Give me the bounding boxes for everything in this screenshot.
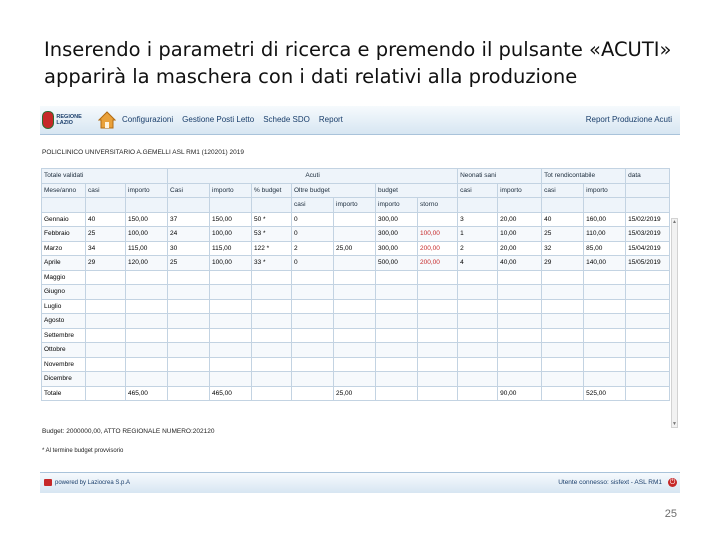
table-cell [210, 357, 252, 372]
table-cell: 33 * [252, 256, 292, 271]
table-cell: 200,00 [418, 256, 458, 271]
budget-info: Budget: 2000000,00, ATTO REGIONALE NUMERO:202120 [42, 428, 215, 435]
header-tot-rendicontabile: Tot rendicontabile [542, 169, 626, 184]
table-cell [126, 343, 168, 358]
table-cell: 25 [542, 227, 584, 242]
table-cell [86, 328, 126, 343]
table-cell [626, 285, 670, 300]
table-cell [376, 299, 418, 314]
table-cell [334, 270, 376, 285]
col-mese-anno[interactable]: Mese/anno [42, 183, 86, 198]
table-cell: 115,00 [126, 241, 168, 256]
table-cell [126, 357, 168, 372]
table-cell [210, 285, 252, 300]
table-cell [252, 372, 292, 387]
table-cell [418, 314, 458, 329]
table-cell [542, 357, 584, 372]
table-cell [418, 372, 458, 387]
table-cell [210, 270, 252, 285]
table-cell: 20,00 [498, 212, 542, 227]
home-icon[interactable] [98, 111, 116, 129]
row-month-cell: Dicembre [42, 372, 86, 387]
table-cell: 85,00 [584, 241, 626, 256]
table-cell [376, 328, 418, 343]
table-row[interactable] [42, 285, 670, 300]
table-cell [418, 212, 458, 227]
row-month-cell: Febbraio [42, 227, 86, 242]
table-cell: 29 [86, 256, 126, 271]
col-budget-importo[interactable]: importo [376, 198, 418, 213]
table-cell [542, 343, 584, 358]
table-row[interactable] [42, 372, 670, 387]
table-cell [292, 285, 334, 300]
table-cell: 100,00 [210, 256, 252, 271]
table-cell: 3 [458, 212, 498, 227]
table-cell: 0 [292, 212, 334, 227]
table-cell [210, 343, 252, 358]
table-cell [626, 314, 670, 329]
table-cell [626, 372, 670, 387]
table-cell: 40 [542, 212, 584, 227]
col-importo[interactable]: importo [126, 183, 168, 198]
totals-cell [376, 386, 418, 401]
table-cell [584, 343, 626, 358]
table-cell [498, 285, 542, 300]
table-cell: 37 [168, 212, 210, 227]
header-neonati-sani: Neonati sani [458, 169, 542, 184]
table-cell [292, 299, 334, 314]
report-title: Report Produzione Acuti [585, 115, 672, 124]
totals-cell: 25,00 [334, 386, 376, 401]
col-data-empty [626, 183, 670, 198]
table-cell [86, 372, 126, 387]
row-month-cell: Novembre [42, 357, 86, 372]
table-cell [252, 285, 292, 300]
table-cell [458, 270, 498, 285]
totals-cell [86, 386, 126, 401]
col-tot-casi[interactable]: casi [542, 183, 584, 198]
table-cell [458, 314, 498, 329]
table-cell: 100,00 [126, 227, 168, 242]
table-cell: 15/05/2019 [626, 256, 670, 271]
budget-note: * Al termine budget provvisorio [42, 448, 124, 454]
row-month-cell: Luglio [42, 299, 86, 314]
hospital-label: POLICLINICO UNIVERSITARIO A.GEMELLI ASL RM1 (120201) 2019 [42, 149, 244, 156]
table-row[interactable] [42, 299, 670, 314]
row-month-cell: Ottobre [42, 343, 86, 358]
table-cell [418, 285, 458, 300]
table-cell: 300,00 [376, 212, 418, 227]
table-cell: 15/03/2019 [626, 227, 670, 242]
table-cell [498, 372, 542, 387]
table-cell: 120,00 [126, 256, 168, 271]
table-cell: 34 [86, 241, 126, 256]
table-cell [86, 299, 126, 314]
table-cell [584, 299, 626, 314]
table-row[interactable] [42, 270, 670, 285]
header-row-columns [42, 183, 670, 198]
table-cell [292, 328, 334, 343]
table-cell [334, 372, 376, 387]
table-cell [626, 328, 670, 343]
table-cell [126, 372, 168, 387]
col-oltre-budget-importo[interactable]: importo [334, 198, 376, 213]
col-oltre-budget[interactable]: Oltre budget [292, 183, 376, 198]
table-cell [542, 270, 584, 285]
totals-cell [458, 386, 498, 401]
table-cell: 53 * [252, 227, 292, 242]
table-cell [376, 343, 418, 358]
table-cell [252, 357, 292, 372]
table-cell [542, 314, 584, 329]
table-cell: 24 [168, 227, 210, 242]
table-cell [334, 328, 376, 343]
table-cell: 29 [542, 256, 584, 271]
table-cell [542, 372, 584, 387]
table-cell: 15/02/2019 [626, 212, 670, 227]
scroll-up-icon[interactable]: ▲ [672, 219, 677, 225]
table-cell [458, 357, 498, 372]
regione-lazio-logo [42, 109, 94, 131]
table-cell [418, 357, 458, 372]
col-percent-budget[interactable]: % budget [252, 183, 292, 198]
table-cell [292, 372, 334, 387]
table-cell: 500,00 [376, 256, 418, 271]
header-data: data [626, 169, 670, 184]
table-row[interactable] [42, 314, 670, 329]
table-cell [458, 299, 498, 314]
table-cell [126, 314, 168, 329]
table-cell: 200,00 [418, 241, 458, 256]
col-oltre-budget-casi[interactable]: casi [292, 198, 334, 213]
table-cell [252, 299, 292, 314]
table-cell [168, 343, 210, 358]
table-cell: 25,00 [334, 241, 376, 256]
table-cell [458, 372, 498, 387]
table-cell: 50 * [252, 212, 292, 227]
row-month-cell: Giugno [42, 285, 86, 300]
table-cell [252, 270, 292, 285]
table-cell [498, 343, 542, 358]
col-budget-storno[interactable]: storno [418, 198, 458, 213]
table-body [42, 212, 670, 401]
report-app-window [40, 106, 680, 496]
main-menu [122, 115, 343, 124]
menu-item-schede-sdo[interactable]: Schede SDO [263, 115, 310, 124]
table-cell [292, 314, 334, 329]
row-month-cell: Maggio [42, 270, 86, 285]
table-cell [292, 343, 334, 358]
table-cell [498, 299, 542, 314]
totals-cell [292, 386, 334, 401]
logo-text: REGIONE LAZIO [56, 114, 82, 126]
table-row[interactable] [42, 212, 670, 227]
totals-row [42, 386, 670, 401]
footer-bar [40, 472, 680, 493]
totals-cell [542, 386, 584, 401]
totals-cell [168, 386, 210, 401]
table-row[interactable] [42, 328, 670, 343]
table-cell [626, 299, 670, 314]
totals-cell: 525,00 [584, 386, 626, 401]
table-cell [626, 343, 670, 358]
table-cell [334, 357, 376, 372]
menu-item-gestione-posti-letto[interactable]: Gestione Posti Letto [182, 115, 255, 124]
table-cell [334, 285, 376, 300]
table-cell [376, 357, 418, 372]
table-cell: 150,00 [126, 212, 168, 227]
table-cell [86, 357, 126, 372]
table-cell [210, 314, 252, 329]
table-cell: 110,00 [584, 227, 626, 242]
totals-cell: 465,00 [126, 386, 168, 401]
table-cell [542, 299, 584, 314]
table-cell [292, 270, 334, 285]
table-cell: 0 [292, 256, 334, 271]
header-row-groups [42, 169, 670, 184]
scroll-down-icon[interactable]: ▼ [672, 421, 677, 427]
table-cell [334, 299, 376, 314]
menu-item-configurazioni[interactable]: Configurazioni [122, 115, 174, 124]
table-cell [210, 299, 252, 314]
slide-title: Inserendo i parametri di ricerca e premendo il pulsante «ACUTI» apparirà la maschera con i dati relativi alla produzione [44, 38, 672, 88]
table-cell: 32 [542, 241, 584, 256]
table-cell [334, 314, 376, 329]
menu-item-report[interactable]: Report [318, 115, 343, 124]
table-cell: 40,00 [498, 256, 542, 271]
table-cell: 122 * [252, 241, 292, 256]
col-casi[interactable]: casi [86, 183, 126, 198]
table-cell [252, 314, 292, 329]
logout-power-icon[interactable]: ⏻ [669, 479, 676, 486]
table-cell [418, 270, 458, 285]
table-cell [498, 328, 542, 343]
table-cell [418, 299, 458, 314]
table-cell [292, 357, 334, 372]
col-budget[interactable]: budget [376, 183, 458, 198]
regione-lazio-emblem-icon [42, 111, 54, 129]
header-row-sub [42, 198, 670, 213]
table-cell [168, 270, 210, 285]
table-cell [252, 343, 292, 358]
table-cell [210, 372, 252, 387]
table-cell [126, 285, 168, 300]
connected-user: Utente connesso: sisfext - ASL RM1 [558, 479, 662, 486]
table-cell [584, 314, 626, 329]
table-cell [376, 314, 418, 329]
totals-cell [626, 386, 670, 401]
table-cell: 4 [458, 256, 498, 271]
table-cell [168, 314, 210, 329]
table-cell: 15/04/2019 [626, 241, 670, 256]
totals-cell [418, 386, 458, 401]
table-row[interactable] [42, 256, 670, 271]
table-cell [584, 357, 626, 372]
table-cell [168, 328, 210, 343]
col-acuti-casi[interactable]: Casi [168, 183, 210, 198]
totals-cell: 465,00 [210, 386, 252, 401]
table-scrollbar[interactable] [671, 218, 678, 428]
table-cell: 300,00 [376, 227, 418, 242]
table-cell: 20,00 [498, 241, 542, 256]
footer-powered-by: powered by Laziocrea S.p.A [55, 479, 131, 486]
table-cell [626, 357, 670, 372]
table-cell: 1 [458, 227, 498, 242]
table-cell [584, 328, 626, 343]
table-cell [86, 314, 126, 329]
table-cell [418, 343, 458, 358]
table-cell [126, 270, 168, 285]
row-month-cell: Settembre [42, 328, 86, 343]
table-cell [584, 372, 626, 387]
table-cell [376, 372, 418, 387]
table-cell: 25 [168, 256, 210, 271]
table-cell [334, 212, 376, 227]
row-month-cell: Gennaio [42, 212, 86, 227]
table-cell [252, 328, 292, 343]
table-cell: 100,00 [418, 227, 458, 242]
table-cell [126, 328, 168, 343]
table-cell: 40 [86, 212, 126, 227]
table-cell [168, 299, 210, 314]
table-cell [458, 285, 498, 300]
table-cell: 150,00 [210, 212, 252, 227]
table-cell [210, 328, 252, 343]
table-cell [458, 328, 498, 343]
table-cell: 140,00 [584, 256, 626, 271]
table-cell [334, 343, 376, 358]
table-cell [168, 372, 210, 387]
col-neonati-casi[interactable]: casi [458, 183, 498, 198]
table-cell [498, 270, 542, 285]
table-cell [542, 285, 584, 300]
table-cell [584, 270, 626, 285]
col-tot-importo[interactable]: importo [584, 183, 626, 198]
table-cell [86, 270, 126, 285]
table-cell [334, 256, 376, 271]
col-acuti-importo[interactable]: importo [210, 183, 252, 198]
row-month-cell: Agosto [42, 314, 86, 329]
totals-label: Totale [42, 386, 86, 401]
header-totale-validati: Totale validati [42, 169, 168, 184]
top-nav-bar [40, 106, 680, 135]
table-row[interactable] [42, 241, 670, 256]
totals-cell: 90,00 [498, 386, 542, 401]
table-cell [376, 270, 418, 285]
table-cell [376, 285, 418, 300]
table-cell [168, 357, 210, 372]
table-cell: 10,00 [498, 227, 542, 242]
table-cell: 160,00 [584, 212, 626, 227]
table-cell [168, 285, 210, 300]
col-neonati-importo[interactable]: importo [498, 183, 542, 198]
table-cell: 115,00 [210, 241, 252, 256]
table-cell: 25 [86, 227, 126, 242]
table-cell [334, 227, 376, 242]
row-month-cell: Marzo [42, 241, 86, 256]
table-cell [458, 343, 498, 358]
table-cell [584, 285, 626, 300]
table-row[interactable] [42, 343, 670, 358]
footer-credits [44, 479, 130, 486]
table-cell: 300,00 [376, 241, 418, 256]
table-cell: 2 [292, 241, 334, 256]
table-cell [86, 343, 126, 358]
table-cell: 100,00 [210, 227, 252, 242]
laziocrea-badge-icon [44, 479, 52, 486]
table-row[interactable] [42, 357, 670, 372]
table-cell [498, 357, 542, 372]
slide-page-number: 25 [664, 508, 677, 520]
totals-cell [252, 386, 292, 401]
header-acuti: Acuti [168, 169, 458, 184]
table-cell [498, 314, 542, 329]
table-cell [418, 328, 458, 343]
table-cell: 2 [458, 241, 498, 256]
table-row[interactable] [42, 227, 670, 242]
table-cell [542, 328, 584, 343]
production-table [41, 168, 670, 401]
table-cell: 0 [292, 227, 334, 242]
table-cell [86, 285, 126, 300]
table-cell [126, 299, 168, 314]
row-month-cell: Aprile [42, 256, 86, 271]
table-cell: 30 [168, 241, 210, 256]
table-cell [626, 270, 670, 285]
